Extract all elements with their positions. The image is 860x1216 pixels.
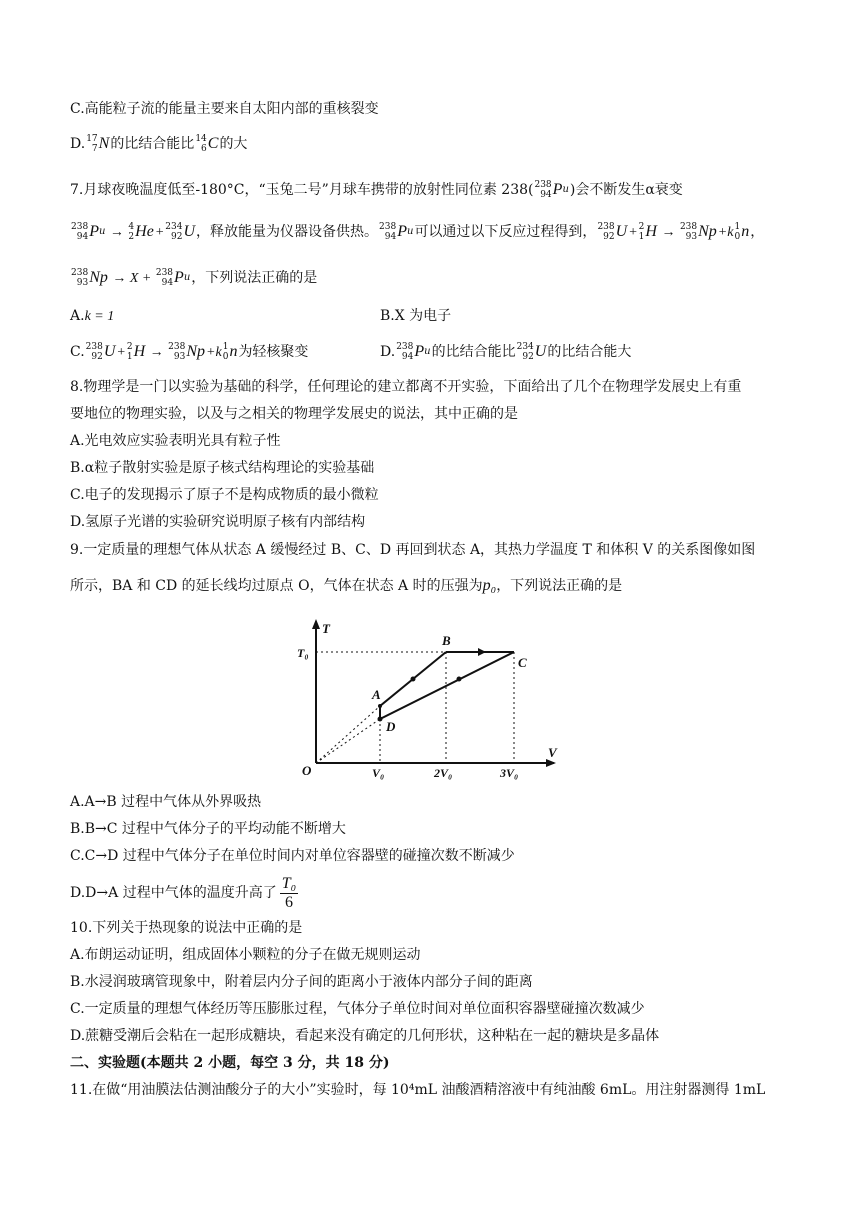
- q9-option-b: B.B→C 过程中气体分子的平均动能不断增大: [70, 821, 346, 837]
- path-cd: [380, 652, 514, 719]
- v0-label: V₀: [372, 766, 385, 780]
- t-axis-label: T: [322, 621, 330, 636]
- q8-stem-line2: 要地位的物理实验，以及与之相关的物理学发展史的说法，其中正确的是: [70, 406, 518, 422]
- q7-option-d: D. 238 94 P u 的比结合能比 234 92 U 的比结合能大: [380, 342, 632, 362]
- 2v0-label: 2V₀: [434, 766, 453, 780]
- q10-option-b: B.水浸润玻璃管现象中，附着层内分子间的距离小于液体内部分子间的距离: [70, 974, 533, 990]
- point-c-label: C: [518, 655, 527, 670]
- q7-stem-line1: 7.月球夜晚温度低至-180°C，“玉兔二号”月球车携带的放射性同位素 238( 238 94 P u )会不断发生α衰变: [70, 180, 683, 200]
- nuclide-c14: 14 6 C: [195, 134, 219, 154]
- tv-diagram: [296, 613, 566, 781]
- origin-label: O: [302, 763, 312, 778]
- q9-stem-line1: 9.一定质量的理想气体从状态 A 缓慢经过 B、C、D 再回到状态 A，其热力学温度 T 和体积 V 的关系图像如图: [70, 542, 756, 558]
- nuclide-n17: 17 7 N: [86, 134, 110, 154]
- q10-option-a: A.布朗运动证明，组成固体小颗粒的分子在做无规则运动: [70, 947, 421, 963]
- q9-option-d: D.D→A 过程中气体的温度升高了 $\frac{\text{T₀}}{6}$: [70, 874, 297, 911]
- q9-option-a: A.A→B 过程中气体从外界吸热: [70, 794, 262, 810]
- q6-option-d: D. 17 7 N 的比结合能比 14 6 C 的大: [70, 134, 248, 154]
- q8-stem-line1: 8.物理学是一门以实验为基础的科学，任何理论的建立都离不开实验，下面给出了几个在物理学发展史上有重: [70, 379, 742, 395]
- point-b-label: B: [442, 633, 451, 648]
- q10-stem: 10.下列关于热现象的说法中正确的是: [70, 920, 303, 936]
- point-a-label: A: [372, 687, 381, 702]
- v-axis-label: V: [548, 745, 557, 760]
- q8-option-c: C.电子的发现揭示了原子不是构成物质的最小微粒: [70, 487, 379, 503]
- q9-option-c: C.C→D 过程中气体分子在单位时间内对单位容器壁的碰撞次数不断减少: [70, 848, 515, 864]
- fraction-t0-over-6: $\frac{\text{T₀}}{6}$: [281, 874, 297, 911]
- q7-stem-line3: 238 93 Np → X + 238 94 P u ，下列说法正确的是: [71, 268, 318, 288]
- v-axis-arrow: [546, 759, 556, 767]
- q7-option-a: A.k = 1: [70, 308, 115, 324]
- 3v0-label: 3V₀: [500, 766, 519, 780]
- q7-option-c: C. 238 92 U + 2 1 H → 238 93 Np +k 1 0 n 为轻核聚变: [70, 342, 309, 362]
- t0-label: T₀: [297, 646, 309, 660]
- t-axis-arrow: [312, 619, 320, 629]
- q11-stem: 11.在做“用油膜法估测油酸分子的大小”实验时，每 10⁴mL 油酸酒精溶液中有纯油酸 6mL。用注射器测得 1mL: [70, 1082, 766, 1098]
- q7-stem-line2: 238 94 P u → 4 2 He + 234 92 U ，释放能量为仪器设备供热。 238 94 P u 可以通过以下反应过程得到， 238 92 U + 2 1 H → 238 93 Np +k 1 0 n ，: [71, 222, 765, 242]
- q7-option-b: B.X 为电子: [380, 308, 452, 324]
- point-d-label: D: [386, 719, 396, 734]
- q8-option-b: B.α粒子散射实验是原子核式结构理论的实验基础: [70, 460, 375, 476]
- q8-option-a: A.光电效应实验表明光具有粒子性: [70, 433, 281, 449]
- section-heading: 二、实验题(本题共 2 小题，每空 3 分，共 18 分): [70, 1055, 390, 1071]
- q10-option-d: D.蔗糖受潮后会粘在一起形成糖块，看起来没有确定的几何形状，这种粘在一起的糖块是多晶体: [70, 1028, 660, 1044]
- q8-option-d: D.氢原子光谱的实验研究说明原子核有内部结构: [70, 514, 366, 530]
- q9-stem-line2: 所示，BA 和 CD 的延长线均过原点 O，气体在状态 A 时的压强为p₀，下列说法正确的是: [70, 577, 623, 594]
- q10-option-c: C.一定质量的理想气体经历等压膨胀过程，气体分子单位时间对单位面积容器壁碰撞次数减少: [70, 1001, 645, 1017]
- q6-option-c: C.高能粒子流的能量主要来自太阳内部的重核裂变: [70, 101, 379, 117]
- arrow-bc: [478, 648, 486, 656]
